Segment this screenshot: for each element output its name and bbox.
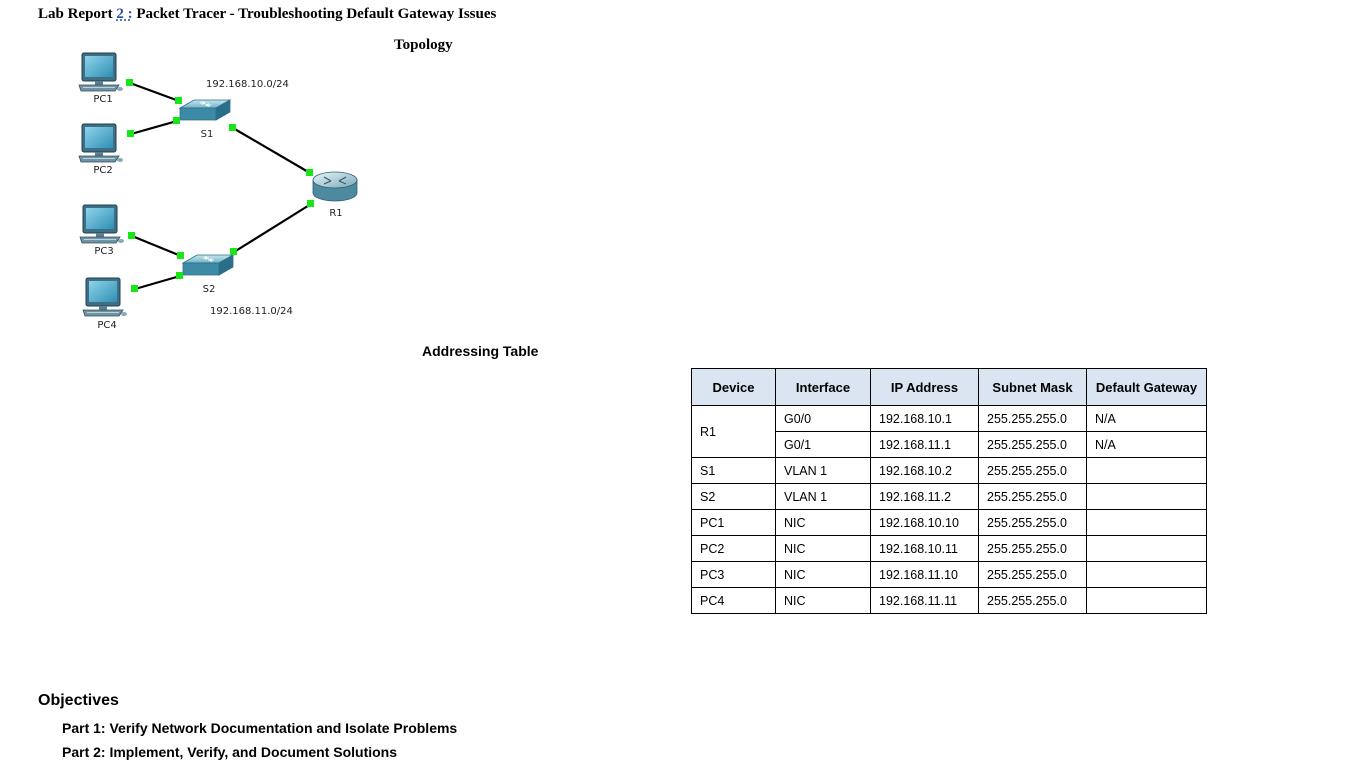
link-dot (176, 272, 183, 279)
r1-router[interactable] (313, 172, 357, 219)
cable-s2-r1 (234, 204, 311, 252)
cell-gateway (1087, 458, 1207, 484)
r1-label: R1 (329, 208, 343, 219)
cable-pc2-s1 (131, 121, 177, 134)
cell-gateway (1087, 510, 1207, 536)
link-dot (229, 124, 236, 131)
pc4-label: PC4 (97, 320, 117, 331)
pc1-label: PC1 (93, 94, 113, 105)
link-dot (230, 248, 237, 255)
cell-ip: 192.168.10.1 (871, 406, 979, 432)
cell-device: S1 (692, 458, 776, 484)
document-title: Lab Report 2 : Packet Tracer - Troubleshooting Default Gateway Issues (38, 6, 497, 22)
link-dot (177, 252, 184, 259)
cell-ip: 192.168.10.2 (871, 458, 979, 484)
link-dot (126, 79, 133, 86)
column-header-interface: Interface (776, 369, 871, 406)
cell-ip: 192.168.11.11 (871, 588, 979, 614)
cell-interface: G0/1 (776, 432, 871, 458)
cell-interface: NIC (776, 510, 871, 536)
cell-interface: NIC (776, 588, 871, 614)
table-row (692, 588, 1207, 614)
link-dot (128, 232, 135, 239)
table-header-row (692, 369, 1207, 406)
cell-gateway (1087, 536, 1207, 562)
cell-gateway: N/A (1087, 432, 1207, 458)
cable-pc3-s2 (132, 236, 181, 256)
cell-interface: G0/0 (776, 406, 871, 432)
cell-mask: 255.255.255.0 (979, 536, 1087, 562)
cable-pc4-s2 (135, 276, 180, 289)
column-header-ip-address: IP Address (871, 369, 979, 406)
link-dot (127, 130, 134, 137)
pc2-label: PC2 (93, 165, 113, 176)
addressing-table-heading: Addressing Table (422, 343, 539, 359)
s2-label: S2 (202, 284, 216, 295)
pc4-device[interactable] (83, 278, 127, 331)
cell-device: PC4 (692, 588, 776, 614)
cell-gateway (1087, 484, 1207, 510)
column-header-device: Device (692, 369, 776, 406)
cell-device: PC2 (692, 536, 776, 562)
cell-mask: 255.255.255.0 (979, 510, 1087, 536)
link-dot (131, 285, 138, 292)
link-dot (175, 97, 182, 104)
link-dot (173, 117, 180, 124)
table-row (692, 484, 1207, 510)
cell-interface: NIC (776, 562, 871, 588)
cable-pc1-s1 (130, 83, 179, 101)
cell-ip: 192.168.10.11 (871, 536, 979, 562)
pc3-device[interactable] (80, 205, 124, 257)
cell-ip: 192.168.10.10 (871, 510, 979, 536)
cell-interface: VLAN 1 (776, 458, 871, 484)
table-row (692, 406, 1207, 432)
cell-gateway: N/A (1087, 406, 1207, 432)
table-row (692, 510, 1207, 536)
cell-device: S2 (692, 484, 776, 510)
cell-ip: 192.168.11.10 (871, 562, 979, 588)
table-row (692, 458, 1207, 484)
cell-mask: 255.255.255.0 (979, 484, 1087, 510)
cell-mask: 255.255.255.0 (979, 562, 1087, 588)
link-dot (306, 169, 313, 176)
topology-diagram (0, 0, 470, 340)
objectives-heading: Objectives (38, 692, 119, 709)
cable-s1-r1 (233, 128, 310, 173)
addressing-table (691, 368, 1207, 614)
cell-interface: VLAN 1 (776, 484, 871, 510)
cell-device: PC3 (692, 562, 776, 588)
table-row (692, 562, 1207, 588)
table-row (692, 536, 1207, 562)
objective-item: Part 2: Implement, Verify, and Document Solutions (62, 744, 398, 760)
s2-switch[interactable] (183, 255, 233, 295)
cell-device: R1 (692, 406, 776, 458)
network-label-top: 192.168.10.0/24 (206, 79, 289, 90)
cell-gateway (1087, 562, 1207, 588)
cell-device: PC1 (692, 510, 776, 536)
s1-switch[interactable] (180, 100, 230, 140)
link-dot (307, 200, 314, 207)
cell-gateway (1087, 588, 1207, 614)
cell-mask: 255.255.255.0 (979, 458, 1087, 484)
report-number: 2 : (116, 6, 133, 22)
column-header-subnet-mask: Subnet Mask (979, 369, 1087, 406)
cell-mask: 255.255.255.0 (979, 432, 1087, 458)
cell-ip: 192.168.11.2 (871, 484, 979, 510)
pc3-label: PC3 (94, 246, 114, 257)
cell-mask: 255.255.255.0 (979, 406, 1087, 432)
topology-heading: Topology (394, 37, 453, 53)
pc2-device[interactable] (79, 124, 123, 176)
cell-interface: NIC (776, 536, 871, 562)
column-header-default-gateway: Default Gateway (1087, 369, 1207, 406)
s1-label: S1 (200, 129, 214, 140)
cell-mask: 255.255.255.0 (979, 588, 1087, 614)
objective-item: Part 1: Verify Network Documentation and Isolate Problems (62, 720, 458, 736)
pc1-device[interactable] (79, 53, 123, 105)
cell-ip: 192.168.11.1 (871, 432, 979, 458)
network-label-bottom: 192.168.11.0/24 (210, 306, 293, 317)
